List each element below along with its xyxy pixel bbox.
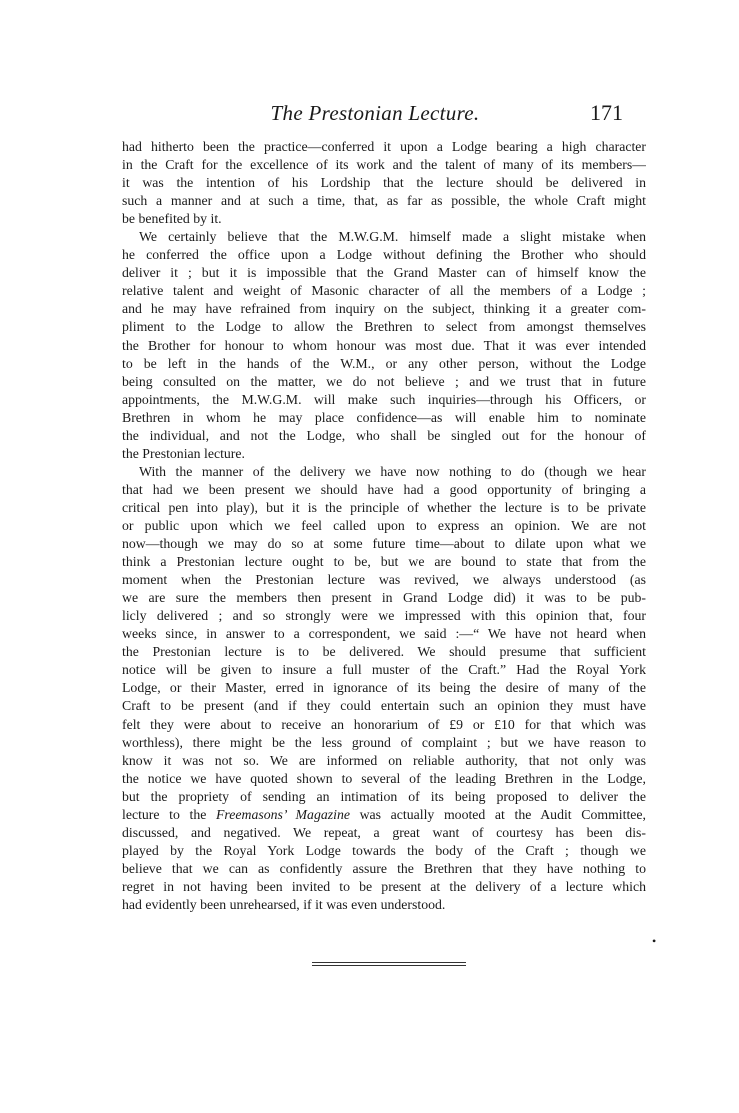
text-line: licly delivered ; and so strongly were we impressed with this opinion that, four xyxy=(122,608,646,624)
text-line: lecture to the Freemasons’ Magazine was actually mooted at the Audit Committee, xyxy=(122,806,646,822)
text-line: Brethren in whom he may place confidence—as will enable him to nominate xyxy=(122,409,646,425)
text-line: believe that we can as confidently assure the Brethren that they have nothing to xyxy=(122,860,646,876)
text-line: Lodge, or their Master, erred in ignorance of its being the desire of many of the xyxy=(122,680,646,696)
text-line: or public upon which we feel called upon to express an opinion. We are not xyxy=(122,517,646,533)
paragraph xyxy=(122,138,646,228)
text-line: regret in not having been invited to be present at the delivery of a lecture which xyxy=(122,878,646,894)
text-line: relative talent and weight of Masonic character of all the members of a Lodge ; xyxy=(122,283,646,299)
text-line: the individual, and not the Lodge, who shall be singled out for the honour of xyxy=(122,427,646,443)
text-line: appointments, the M.W.G.M. will make such inquiries—through his Officers, or xyxy=(122,391,646,407)
page-number: 171 xyxy=(590,100,623,125)
text-line: Craft to be present (and if they could entertain such an opinion they must have xyxy=(122,698,646,714)
text-line: think a Prestonian lecture ought to be, but we are bound to state that from the xyxy=(122,554,646,570)
text-line: pliment to the Lodge to allow the Brethren to select from amongst themselves xyxy=(122,319,646,335)
text-line: had hitherto been the practice—conferred it upon a Lodge bearing a high character xyxy=(122,139,646,154)
text-line: felt they were about to receive an honorarium of £9 or £10 for that which was xyxy=(122,716,646,732)
paragraph xyxy=(122,228,646,463)
text-line: notice will be given to insure a full muster of the Craft.” Had the Royal York xyxy=(122,662,646,678)
running-title: The Prestonian Lecture. xyxy=(270,101,480,125)
text-line: the Prestonian lecture is to be delivered. We should presume that sufficient xyxy=(122,644,646,660)
text-line: had evidently been unrehearsed, if it was even understood. xyxy=(122,896,446,912)
text-line: the Prestonian lecture. xyxy=(122,445,245,461)
closing-rule xyxy=(312,962,466,963)
text-line: played by the Royal York Lodge towards the body of the Craft ; though we xyxy=(122,842,646,858)
text-line: we are sure the members then present in Grand Lodge did) it was to be pub- xyxy=(122,590,646,606)
text-line: in the Craft for the excellence of its work and the talent of many of its members— xyxy=(122,157,646,173)
text-line: such a manner and at such a time, that, as far as possible, the whole Craft might xyxy=(122,193,646,209)
text-line: be benefited by it. xyxy=(122,211,222,227)
text-line: he conferred the office upon a Lodge without defining the Brother who should xyxy=(122,247,646,263)
text-line: but the propriety of sending an intimation of its being proposed to deliver the xyxy=(122,788,646,804)
article-body xyxy=(122,138,646,914)
text-line: the Brother for honour to whom honour was most due. That it was ever intended xyxy=(122,337,646,353)
text-line: discussed, and negatived. We repeat, a great want of courtesy has been dis- xyxy=(122,824,646,840)
paragraph xyxy=(122,463,646,914)
text-line: deliver it ; but it is impossible that the Grand Master can of himself know the xyxy=(122,265,646,281)
closing-rule-second xyxy=(312,965,466,966)
text-line: moment when the Prestonian lecture was revived, we always understood (as xyxy=(122,572,646,588)
text-line: being consulted on the matter, we do not believe ; and we trust that in future xyxy=(122,373,646,389)
text-line: now—though we may do so at some future time—about to dilate upon what we xyxy=(122,536,646,552)
text-line: to be left in the hands of the W.M., or any other person, without the Lodge xyxy=(122,355,646,371)
text-line: worthless), there might be the less ground of complaint ; but we have reason to xyxy=(122,734,646,750)
text-line: and he may have refrained from inquiry on the subject, thinking it a greater com- xyxy=(122,301,646,317)
text-line: the notice we have quoted shown to several of the leading Brethren in the Lodge, xyxy=(122,770,646,786)
text-line: that had we been present we should have had a good opportunity of bringing a xyxy=(122,481,646,497)
text-line: critical pen into play), but it is the principle of whether the lecture is to be private xyxy=(122,499,646,515)
text-line: weeks since, in answer to a correspondent, we said :—“ We have not heard when xyxy=(122,626,646,642)
text-line: With the manner of the delivery we have now nothing to do (though we hear xyxy=(139,463,646,479)
printer-mark: • xyxy=(652,934,657,948)
text-line: know it was not so. We are informed on reliable authority, that not only was xyxy=(122,752,646,768)
magazine-title: Freemasons’ Magazine xyxy=(215,806,350,822)
text-line: it was the intention of his Lordship that the lecture should be delivered in xyxy=(122,175,646,191)
text-line: We certainly believe that the M.W.G.M. himself made a slight mistake when xyxy=(139,229,646,245)
